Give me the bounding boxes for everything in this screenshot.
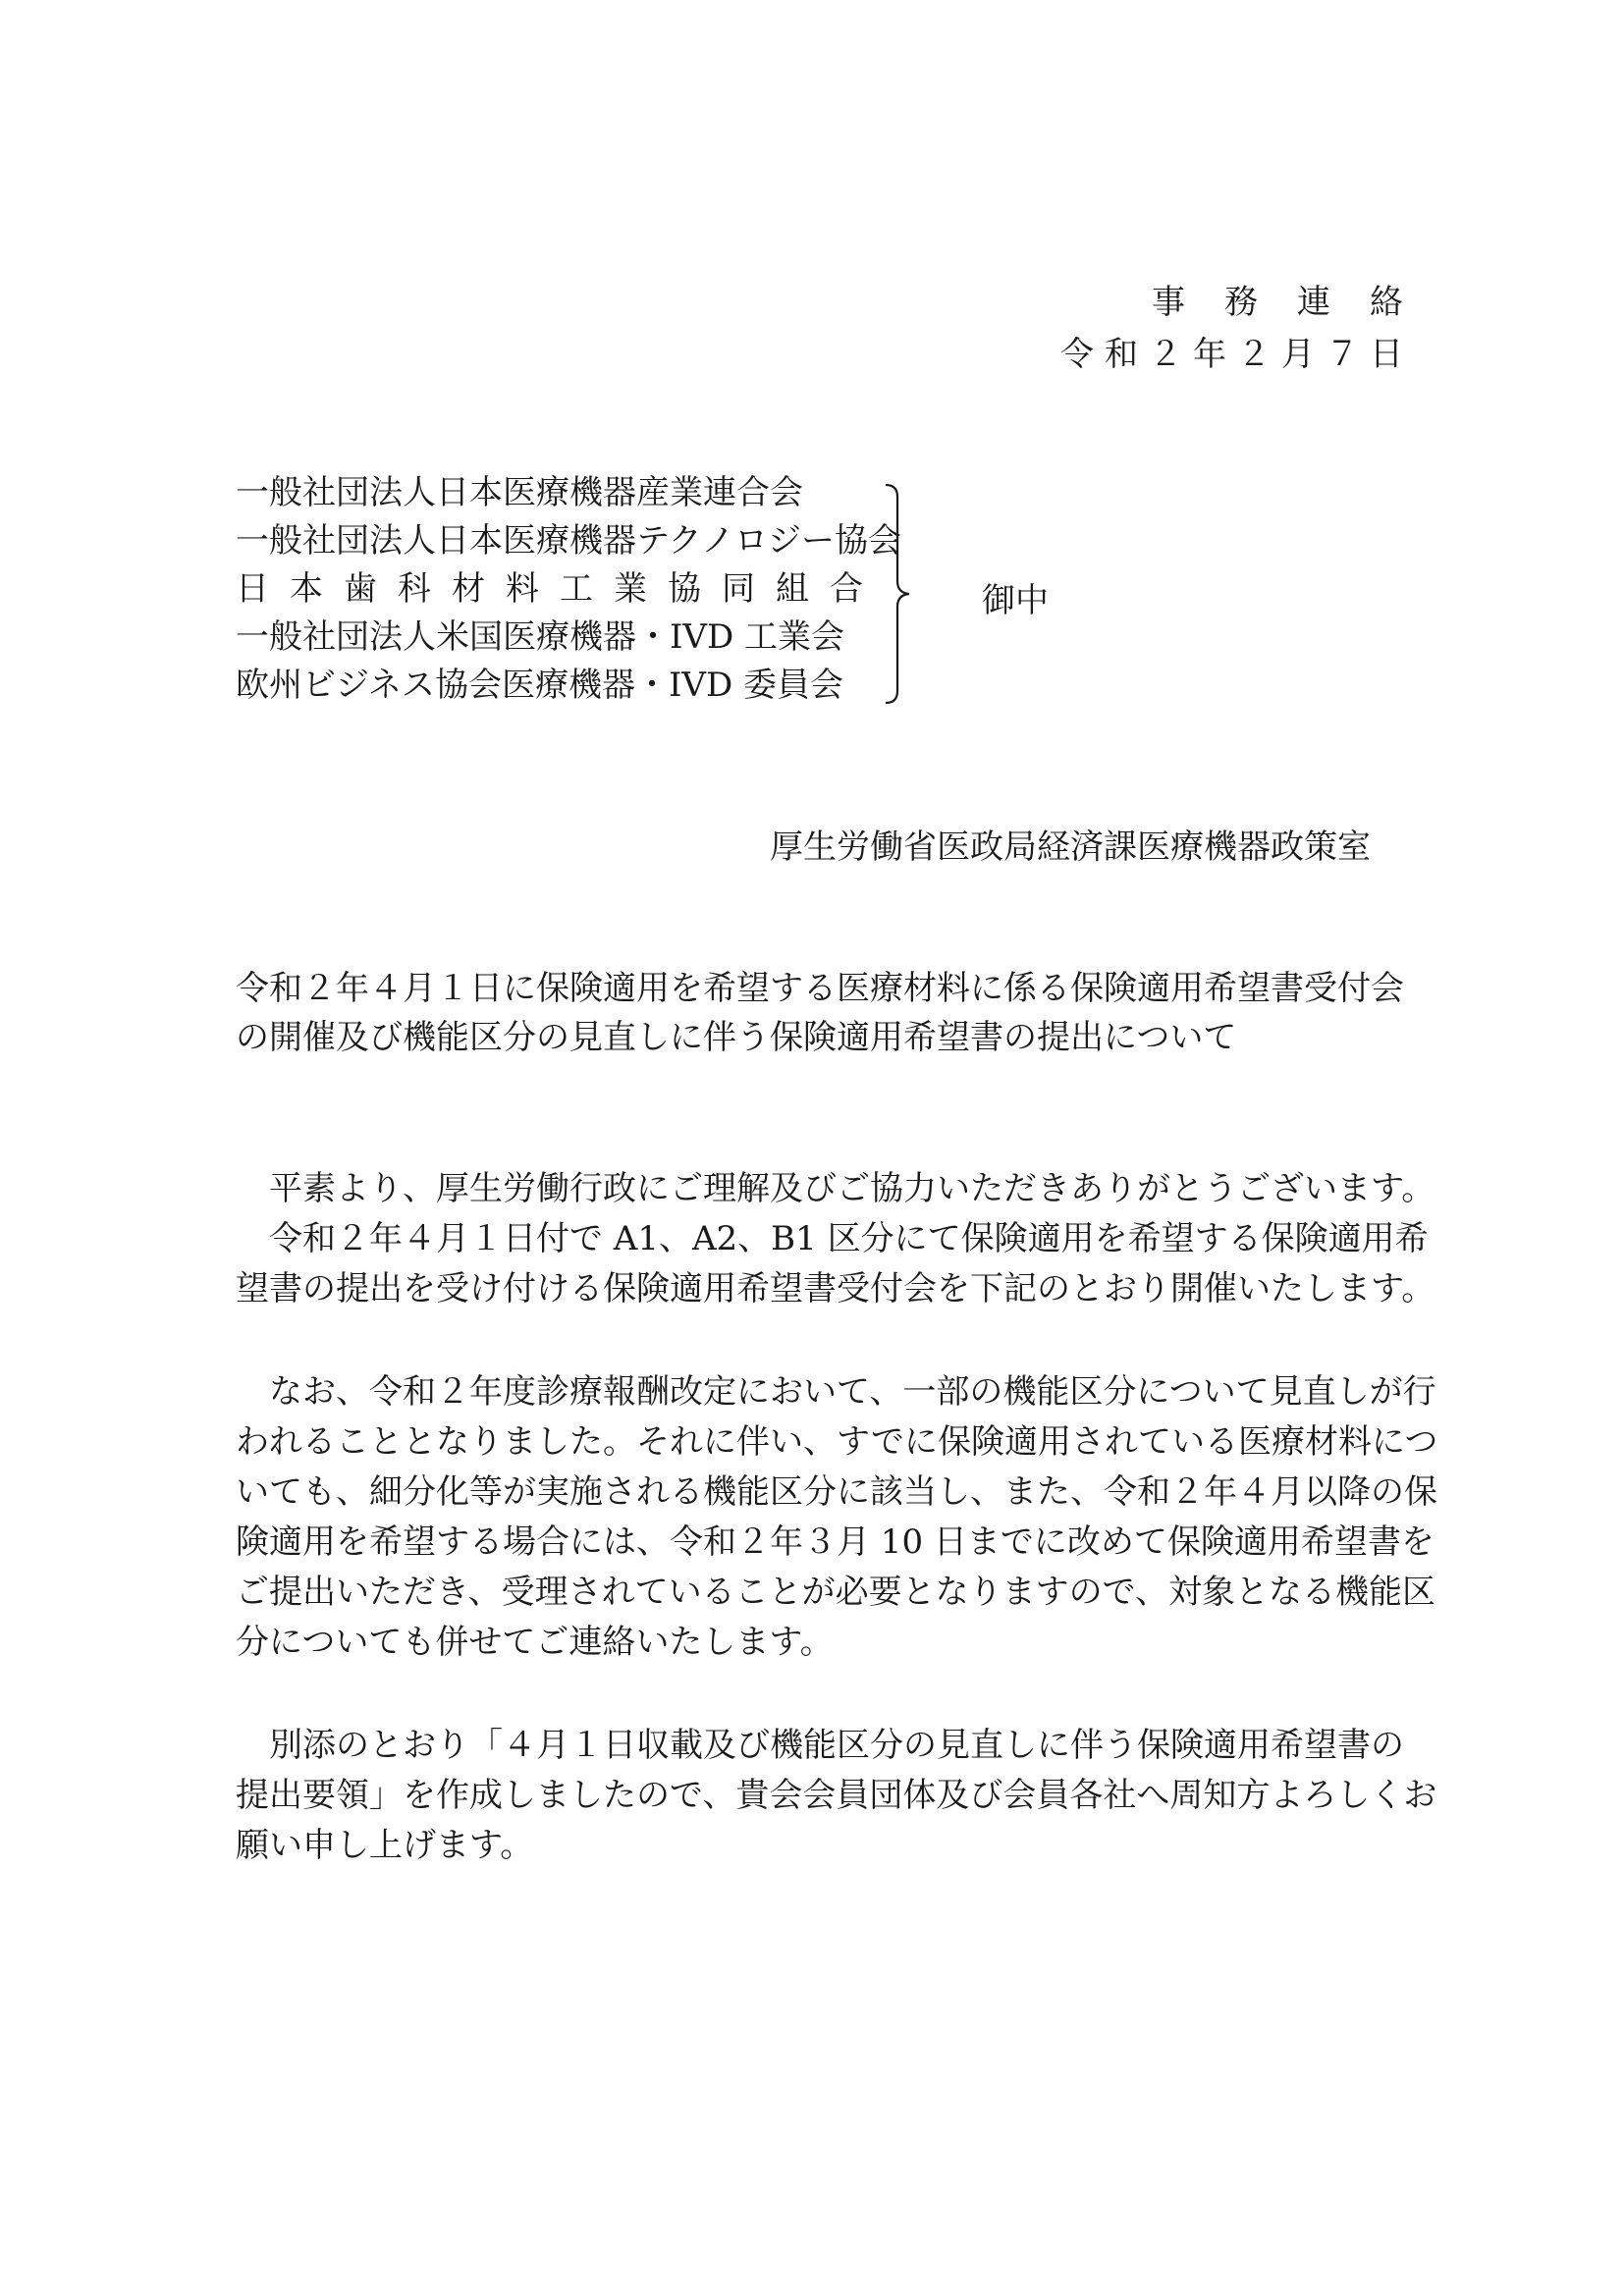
sender-office: 厚生労働省医政局経済課医療機器政策室 (770, 828, 1371, 867)
body-line: 険適用を希望する場合には、令和２年３月 10 日までに改めて保険適用希望書を (236, 1522, 1435, 1562)
body-line: 願い申し上げます。 (236, 1826, 534, 1865)
body-paragraph (236, 1367, 1438, 1668)
document-type: 事務連絡 (1152, 283, 1442, 322)
body-line: いても、細分化等が実施される機能区分に該当し、また、令和２年４月以降の保 (236, 1472, 1437, 1512)
body-line: 望書の提出を受け付ける保険適用希望書受付会を下記のとおり開催いたします。 (236, 1269, 1435, 1308)
honorific-onchu: 御中 (982, 581, 1049, 620)
recipient-item: 一般社団法人日本医療機器産業連合会 (236, 473, 803, 512)
recipient-list (236, 469, 901, 710)
body-line: なお、令和２年度診療報酬改定において、一部の機能区分について見直しが行 (236, 1372, 1436, 1412)
subject-title (236, 964, 1404, 1062)
recipient-item: 欧州ビジネス協会医療機器・IVD 委員会 (236, 666, 844, 705)
body-line: 別添のとおり「４月１日収載及び機能区分の見直しに伴う保険適用希望書の (236, 1726, 1404, 1765)
recipient-brace (884, 481, 933, 707)
recipient-item: 一般社団法人日本医療機器テクノロジー協会 (236, 521, 901, 561)
recipient-item: 日本歯科材料工業協同組合 (236, 569, 884, 609)
body-line: われることとなりました。それに伴い、すでに保険適用されている医療材料につ (236, 1422, 1438, 1462)
body-line: 令和２年４月１日付で A1、A2、B1 区分にて保険適用を希望する保険適用希 (236, 1219, 1429, 1258)
body-paragraph (236, 1164, 1435, 1314)
body-line: 分についても併せてご連絡いたします。 (236, 1623, 834, 1662)
body-line: 提出要領」を作成しましたので、貴会会員団体及び会員各社へ周知方よろしくお (236, 1776, 1437, 1815)
subject-line: の開催及び機能区分の見直しに伴う保険適用希望書の提出について (236, 1018, 1237, 1057)
body-text (236, 1164, 1438, 1871)
body-line: ご提出いただき、受理されていることが必要となりますので、対象となる機能区 (236, 1573, 1435, 1612)
recipient-item: 一般社団法人米国医療機器・IVD 工業会 (236, 617, 845, 657)
document-date: 令和２年２月７日 (1060, 335, 1414, 374)
subject-line: 令和２年４月１日に保険適用を希望する医療材料に係る保険適用希望書受付会 (236, 969, 1404, 1008)
body-paragraph (236, 1721, 1437, 1871)
body-line: 平素より、厚生労働行政にご理解及びご協力いただきありがとうございます。 (236, 1169, 1435, 1208)
